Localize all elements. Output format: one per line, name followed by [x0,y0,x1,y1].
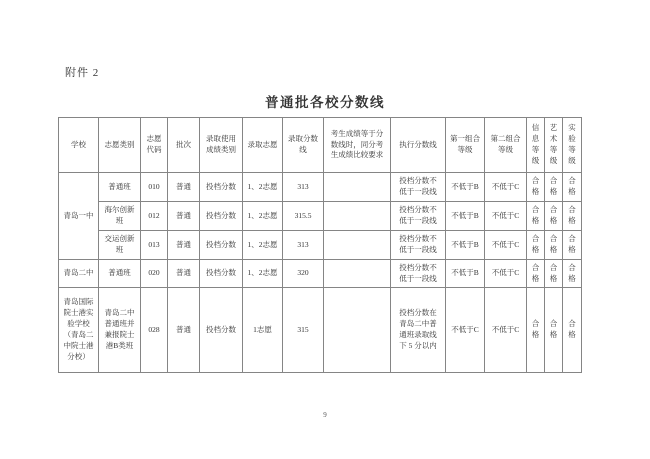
col-header-combo1-label: 第一组合等级 [450,134,480,154]
cell-tie-break [324,231,391,260]
info-value: 合格 [531,205,540,225]
art-value: 合格 [549,319,558,339]
cell-score [283,260,324,288]
cell-score-type [200,288,243,373]
cell-info [527,260,545,288]
exec-line-value: 投档分数不低于一段线 [399,205,437,225]
cell-combo1 [446,288,485,373]
category-name: 海尔创新班 [104,205,135,225]
col-header-score-line-label: 录取分数线 [288,134,318,154]
col-header-category-label: 志愿类别 [104,139,135,149]
cell-combo2 [485,260,527,288]
col-header-score-type [200,118,243,173]
cell-category [99,260,141,288]
cell-code [141,288,168,373]
school-name: 青岛一中 [63,210,94,220]
col-header-info-label: 信息等级 [531,123,540,165]
table-row [59,260,582,288]
cell-combo1 [446,202,485,231]
batch-value: 普通 [176,268,191,278]
cell-choice [243,288,283,373]
info-value: 合格 [531,319,540,339]
col-header-combo1 [446,118,485,173]
cell-art [545,231,563,260]
experiment-value: 合格 [568,234,576,254]
cell-combo1 [446,231,485,260]
cell-combo1 [446,260,485,288]
cell-code [141,202,168,231]
batch-value: 普通 [176,324,191,334]
col-header-code [141,118,168,173]
table-row [59,202,582,231]
cell-combo2 [485,202,527,231]
combo1-value: 不低于B [451,268,479,278]
cell-experiment [563,288,582,373]
cell-experiment [563,202,582,231]
exec-line-value: 投档分数不低于一段线 [399,176,437,196]
cell-choice [243,202,283,231]
col-header-batch [168,118,200,173]
cell-experiment [563,173,582,202]
experiment-value: 合格 [568,205,576,225]
cell-code [141,260,168,288]
school-name: 青岛二中 [63,268,94,278]
cell-info [527,231,545,260]
score-type-value: 投档分数 [206,239,236,249]
cell-score [283,288,324,373]
choice-value: 1、2志愿 [247,239,278,249]
code-value: 013 [148,239,160,249]
experiment-value: 合格 [568,319,576,339]
cell-score-type [200,202,243,231]
col-header-experiment-label: 实验等级 [568,123,576,165]
cell-info [527,173,545,202]
col-header-experiment [563,118,582,173]
code-value: 020 [148,268,160,278]
batch-value: 普通 [176,210,191,220]
cell-art [545,202,563,231]
score-value: 315.5 [294,210,312,220]
cell-category [99,173,141,202]
combo2-value: 不低于C [491,210,520,220]
code-value: 012 [148,210,160,220]
cell-school [59,260,99,288]
cell-exec-line [391,173,446,202]
art-value: 合格 [549,234,558,254]
col-header-art [545,118,563,173]
batch-value: 普通 [176,181,191,191]
cell-experiment [563,260,582,288]
cell-combo2 [485,231,527,260]
score-type-value: 投档分数 [206,268,236,278]
cell-choice [243,231,283,260]
cell-code [141,173,168,202]
cell-combo1 [446,173,485,202]
info-value: 合格 [531,176,540,196]
art-value: 合格 [549,205,558,225]
exec-line-value: 投档分数不低于一段线 [399,234,437,254]
cell-batch [168,202,200,231]
cell-score-type [200,231,243,260]
col-header-score-line [283,118,324,173]
cell-exec-line [391,288,446,373]
table-row [59,173,582,202]
combo2-value: 不低于C [491,268,520,278]
cell-score [283,202,324,231]
cell-school [59,173,99,260]
info-value: 合格 [531,234,540,254]
table-row [59,231,582,260]
cell-tie-break [324,173,391,202]
cell-art [545,288,563,373]
score-type-value: 投档分数 [206,181,236,191]
col-header-exec-line-label: 执行分数线 [399,139,437,149]
cell-score-type [200,260,243,288]
page-number: 9 [323,411,327,419]
score-value: 313 [297,181,309,191]
score-value: 315 [297,324,309,334]
combo1-value: 不低于B [451,210,479,220]
code-value: 028 [148,324,160,334]
info-value: 合格 [531,262,540,283]
col-header-category [99,118,141,173]
cell-exec-line [391,260,446,288]
cell-exec-line [391,231,446,260]
cell-category [99,231,141,260]
cell-tie-break [324,288,391,373]
header-row [59,118,582,173]
category-name: 交运创新班 [104,234,135,254]
cell-exec-line [391,202,446,231]
col-header-school [59,118,99,173]
combo2-value: 不低于C [491,324,520,334]
cell-combo2 [485,288,527,373]
table-row [59,288,582,373]
cell-code [141,231,168,260]
cell-batch [168,231,200,260]
score-value: 313 [297,239,309,249]
code-value: 010 [148,181,160,191]
attachment-label: 附件 2 [65,67,100,79]
combo2-value: 不低于C [491,239,520,249]
col-header-tie-break [324,118,391,173]
cell-category [99,288,141,373]
batch-value: 普通 [176,239,191,249]
col-header-choice-label: 录取志愿 [247,139,278,149]
col-header-school-label: 学校 [71,139,86,149]
experiment-value: 合格 [568,262,576,283]
art-value: 合格 [549,176,558,196]
cell-category [99,202,141,231]
score-type-value: 投档分数 [206,210,236,220]
choice-value: 1、2志愿 [247,210,278,220]
score-table [58,117,582,373]
col-header-batch-label: 批次 [176,139,191,149]
choice-value: 1志愿 [253,324,272,334]
art-value: 合格 [549,262,558,283]
cell-score-type [200,173,243,202]
cell-score [283,173,324,202]
cell-choice [243,173,283,202]
col-header-exec-line [391,118,446,173]
col-header-score-type-label: 录取使用成绩类别 [206,134,236,154]
cell-score [283,231,324,260]
cell-experiment [563,231,582,260]
choice-value: 1、2志愿 [247,181,278,191]
combo1-value: 不低于C [451,324,479,334]
cell-batch [168,173,200,202]
page-title: 普通批各校分数线 [265,95,385,110]
col-header-choice [243,118,283,173]
col-header-art-label: 艺术等级 [549,123,558,165]
col-header-tie-break-label: 考生成绩等于分数线时，同分考生成绩比较要求 [330,128,384,160]
score-value: 320 [297,268,309,278]
cell-info [527,202,545,231]
combo2-value: 不低于C [491,181,520,191]
cell-art [545,173,563,202]
category-name: 普通班 [108,268,131,278]
cell-choice [243,260,283,288]
cell-info [527,288,545,373]
col-header-combo2 [485,118,527,173]
score-type-value: 投档分数 [206,324,236,334]
category-name: 青岛二中普通班并兼报院士港B类班 [104,308,135,350]
exec-line-value: 投档分数在青岛二中普通班录取线下 5 分以内 [399,308,437,350]
cell-school [59,288,99,373]
combo1-value: 不低于B [451,239,479,249]
category-name: 普通班 [108,181,131,191]
cell-combo2 [485,173,527,202]
cell-batch [168,260,200,288]
exec-line-value: 投档分数不低于一段线 [399,262,437,283]
col-header-combo2-label: 第二组合等级 [490,134,521,154]
cell-batch [168,288,200,373]
col-header-info [527,118,545,173]
score-table-container [58,117,582,373]
cell-tie-break [324,202,391,231]
col-header-code-label: 志愿代码 [146,134,162,154]
cell-art [545,260,563,288]
combo1-value: 不低于B [451,181,479,191]
experiment-value: 合格 [568,176,576,196]
choice-value: 1、2志愿 [247,268,278,278]
school-name: 青岛国际院士港实验学校（青岛二中院士港分校） [63,297,94,361]
cell-tie-break [324,260,391,288]
